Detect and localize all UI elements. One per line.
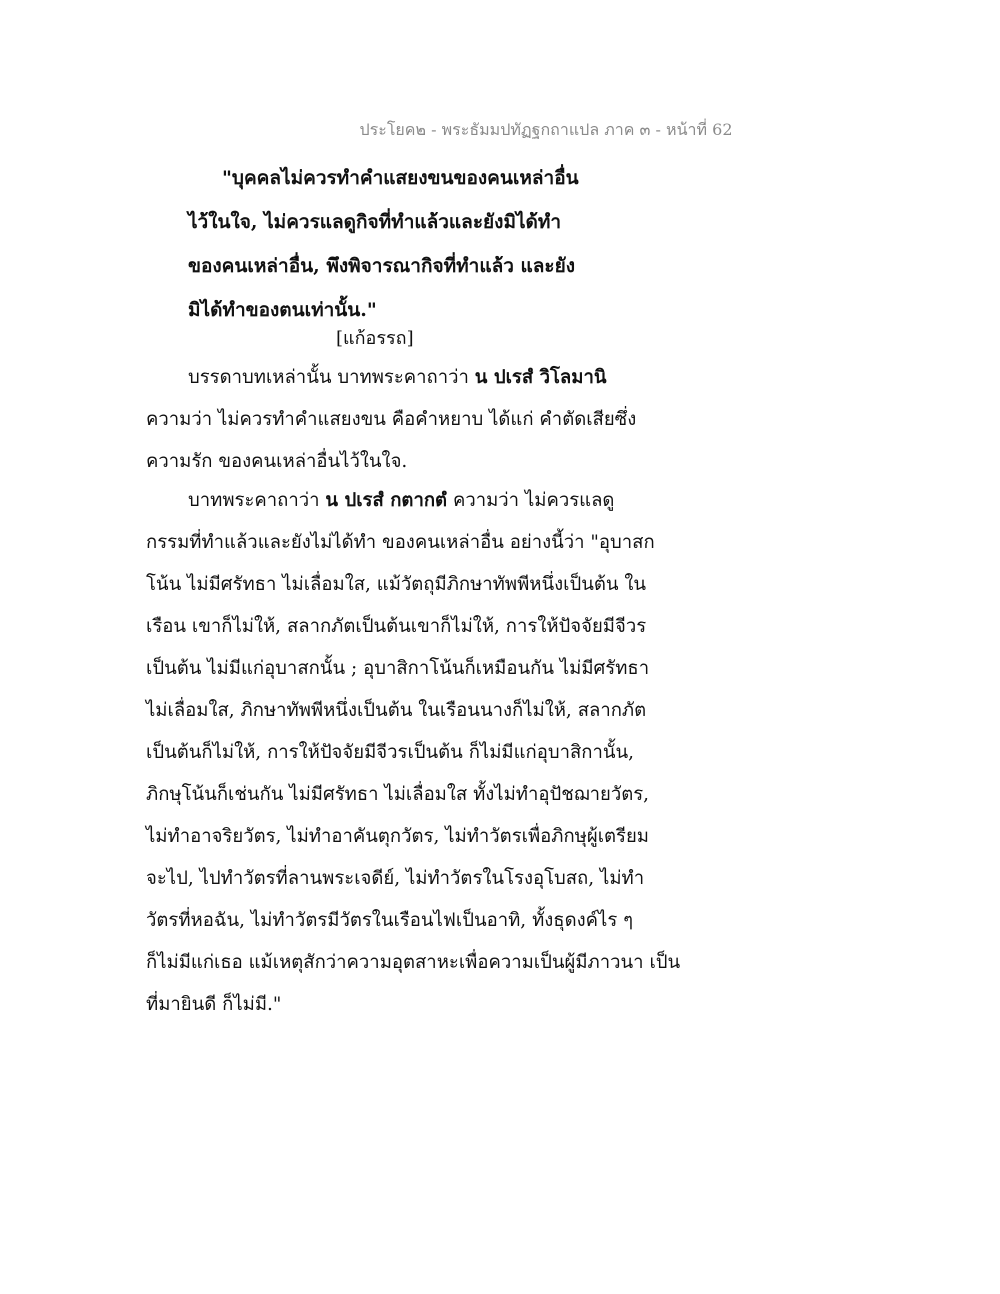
paragraph-line: ที่มายินดี ก็ไม่มี." (146, 994, 282, 1015)
paragraph-line: ก็ไม่มีแก่เธอ แม้เหตุสักว่าความอุตสาหะเพื่อความเป็นผู้มีภาวนา เป็น (146, 952, 681, 973)
verse-line: "บุคคลไม่ควรทำคำแสยงขนของคนเหล่าอื่น (222, 167, 579, 189)
paragraph-line (146, 357, 706, 399)
verse-line: มิได้ทำของตนเท่านั้น." (188, 299, 377, 321)
body-text: บาทพระคาถาว่า (188, 490, 326, 511)
section-reference: [แก้อรรถ] (336, 328, 414, 349)
paragraph-line: ไม่ทำอาจริยวัตร, ไม่ทำอาคันตุกวัตร, ไม่ทำวัตรเพื่อภิกษุผู้เตรียม (146, 826, 650, 847)
paragraph-explanation-2 (146, 480, 706, 1026)
paragraph-line: กรรมที่ทำแล้วและยังไม่ได้ทำ ของคนเหล่าอื่น อย่างนี้ว่า "อุบาสก (146, 532, 655, 553)
paragraph-line: จะไป, ไปทำวัตรที่ลานพระเจดีย์, ไม่ทำวัตรในโรงอุโบสถ, ไม่ทำ (146, 868, 645, 889)
verse-line: ไว้ในใจ, ไม่ควรแลดูกิจที่ทำแล้วและยังมิได้ทำ (188, 211, 562, 233)
paragraph-line: ความว่า ไม่ควรทำคำแสยงขน คือคำหยาบ ได้แก่ คำตัดเสียซึ่ง (146, 409, 637, 430)
verse-block (188, 156, 579, 332)
paragraph-line (146, 480, 706, 522)
body-text: บรรดาบทเหล่านั้น บาทพระคาถาว่า (188, 367, 475, 388)
pali-term: น ปเรสํ กตากตํ (325, 490, 448, 511)
paragraph-line: เป็นต้นก็ไม่ให้, การให้ปัจจัยมีจีวรเป็นต้น ก็ไม่มีแก่อุบาสิกานั้น, (146, 742, 635, 763)
paragraph-line: ภิกษุโน้นก็เช่นกัน ไม่มีศรัทธา ไม่เลื่อมใส ทั้งไม่ทำอุปัชฌายวัตร, (146, 784, 650, 805)
verse-line: ของคนเหล่าอื่น, พึงพิจารณากิจที่ทำแล้ว และยัง (188, 255, 575, 277)
paragraph-line: เป็นต้น ไม่มีแก่อุบาสกนั้น ; อุบาสิกาโน้นก็เหมือนกัน ไม่มีศรัทธา (146, 658, 650, 679)
paragraph-line: ไม่เลื่อมใส, ภิกษาทัพพีหนึ่งเป็นต้น ในเรือนนางก็ไม่ให้, สลากภัต (146, 700, 647, 721)
pali-term: น ปเรสํ วิโลมานิ (474, 367, 607, 388)
paragraph-line: เรือน เขาก็ไม่ให้, สลากภัตเป็นต้นเขาก็ไม่ให้, การให้ปัจจัยมีจีวร (146, 616, 647, 637)
page-header: ประโยค๒ - พระธัมมปทัฏฐกถาแปล ภาค ๓ - หน้าที่ 62 (359, 120, 733, 139)
paragraph-explanation-1 (146, 357, 706, 483)
body-text: ความว่า ไม่ควรแลดู (447, 490, 615, 511)
paragraph-line: โน้น ไม่มีศรัทธา ไม่เลื่อมใส, แม้วัตถุมีภิกษาทัพพีหนึ่งเป็นต้น ใน (146, 574, 647, 595)
paragraph-line: วัตรที่หอฉัน, ไม่ทำวัตรมีวัตรในเรือนไฟเป็นอาทิ, ทั้งธุดงค์ไร ๆ (146, 910, 634, 931)
paragraph-line: ความรัก ของคนเหล่าอื่นไว้ในใจ. (146, 451, 408, 472)
